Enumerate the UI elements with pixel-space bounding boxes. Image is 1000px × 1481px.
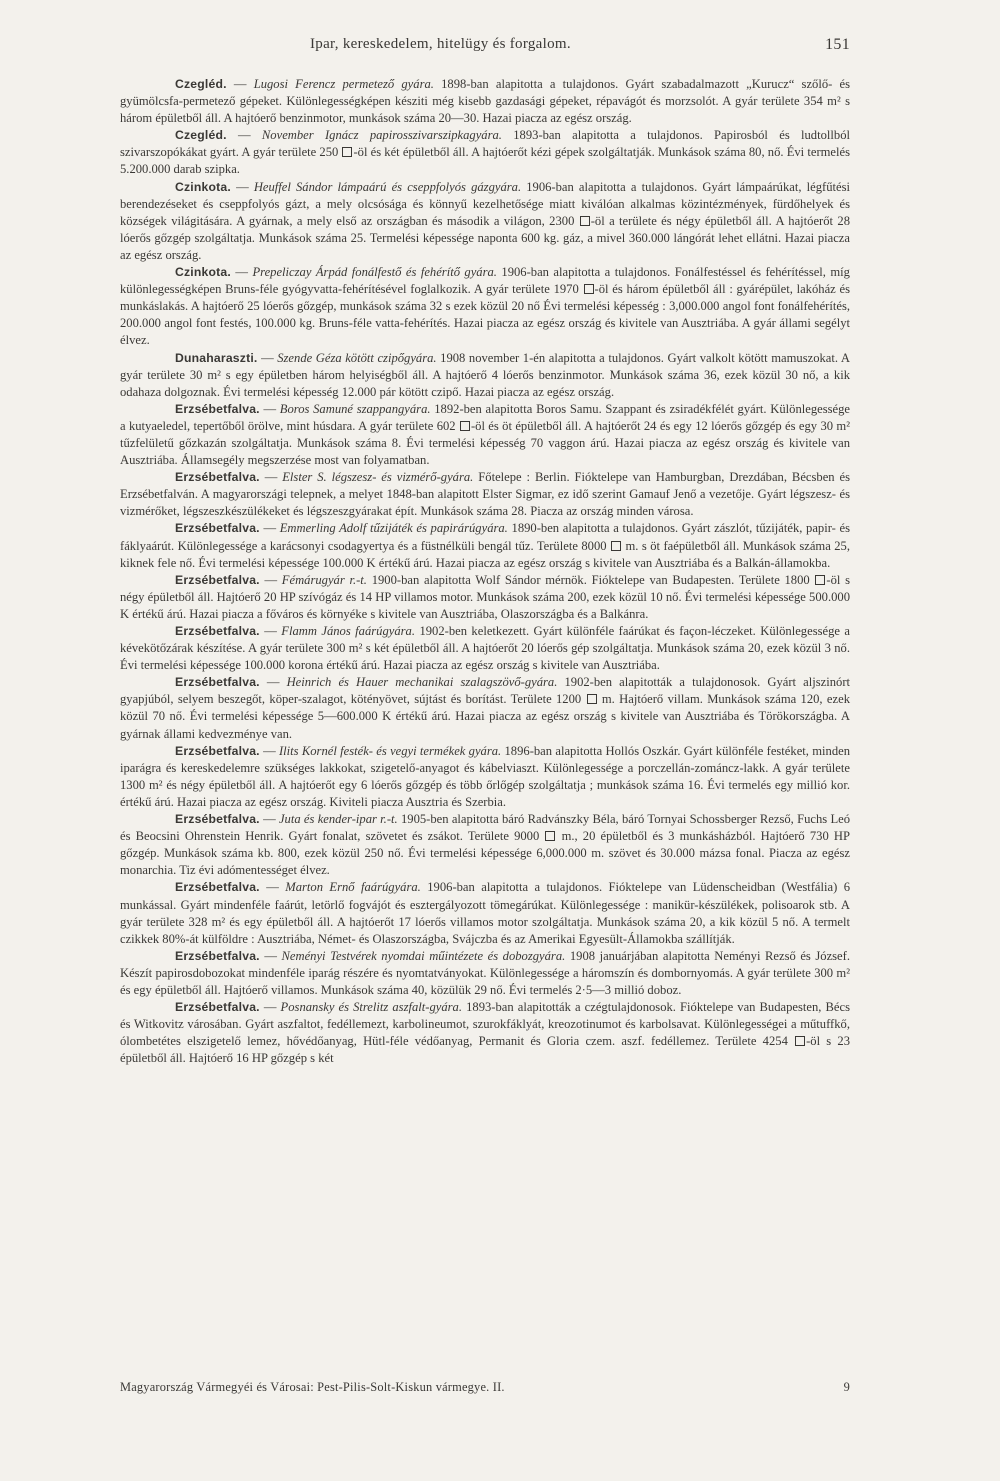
entry-paragraph: Erzsébetfalva. — Flamm János faárúgyára. 1902-ben keletkezett. Gyárt különféle faárúkat és façon-léczeket. Különlegessége a kévekötőzárak készítése. A gyár területe 300 m² s két épületből áll. A hajtóerőt 20 lóerős gép szolgáltatja. Munkások száma 20, ezek közül 3 nő. Évi termelési képessége 100.000 korona értékű árú. Hazai piacza az egész ország s kivitele van Ausztriába. (120, 624, 850, 673)
square-unit-icon (545, 831, 555, 841)
square-unit-icon (460, 421, 470, 431)
entry-paragraph: Czinkota. — Heuffel Sándor lámpaárú és cseppfolyós gázgyára. 1906-ban alapitotta a tulajdonos. Gyárt lámpaárúkat, légfűtési berendezéseket és cseppfolyós gázt, a mely olcsósága és könnyű kezelhetősége miatt kiválóan alkalmas közintézmények, fürdőhelyek és községek világitására. A gyárnak, a mely első az országban és második a világon, 2300 -öl a területe és négy épületből áll. A hajtóerőt 28 lóerős gőzgép szolgáltatja. Munkások száma 25. Termelési képessége naponta 600 kg. gáz, a mivel 360.000 lángórát lehet ellátni. Hazai piacza az egész ország. (120, 179, 850, 262)
entry-paragraph: Erzsébetfalva. — Fémárugyár r.-t. 1900-ban alapitotta Wolf Sándor mérnök. Fióktelepe van Budapesten. Területe 1800 -öl s négy épületből áll. Hajtóerő 20 HP szívógáz és 14 HP villamos motor. Munkások száma 200, ezek közül 10 nő. Évi termelési képessége 500.000 K értékű árú. Hazai piacza a főváros és környéke s kivitele van Ausztriába, Olaszországba és a Balkánra. (120, 572, 851, 621)
entry-place: Dunaharaszti. (175, 350, 258, 365)
page-number: 151 (825, 36, 850, 53)
entry-place: Erzsébetfalva. (175, 521, 260, 536)
entry-paragraph: Erzsébetfalva. — Ilits Kornél festék- és vegyi termékek gyára. 1896-ban alapitotta Hollós Oszkár. Gyárt különféle festéket, minden iparágra és kereskedelemre szükséges lakkokat, szigetelő-anyagot és kábelviaszt. Különlegessége a porczellán-zománcz-lakk. A gyár területe 1300 m² és négy épületből áll. A hajtóerőt egy 6 lóerős gőzgép és több őrlőgép szolgáltatja ; munkások száma 16. Évi termelés egy millió kor. értékű árú. Hazai piacza az egész ország. Kiviteli piacza Ausztria és Szerbia. (120, 743, 851, 809)
entry-text: 1908 januárjában alapitotta Neményi Rezső és József. Készít papirosdobozokat mindenféle iparág részére és nyomtatványokat. Különlegessége a háromszín és dombornyomás. A gyár területe 300 m² és egy épületből áll. Hajtóerő villamos. Munkások száma 40, közülük 29 nő. Évi termelés 2·5—3 millió doboz. (120, 948, 850, 997)
entry-firm: Boros Samuné szappangyára. (279, 401, 431, 416)
entry-paragraph: Czegléd. — Lugosi Ferencz permetező gyára. 1898-ban alapitotta a tulajdonos. Gyárt szabadalmazott „Kurucz“ szőlő- és gyümölcsfa-permetező gépeket. Különlegességképen késziti még kisebb gazdasági gépeket, répavágót és morzsolót. A gyár területe 354 m² s három épületből áll. A hajtóerő benzinmotor, munkások száma 20—30. Hazai piacza az egész ország. (120, 77, 851, 126)
entry-paragraph: Dunaharaszti. — Szende Géza kötött czipőgyára. 1908 november 1-én alapitotta a tulajdonos. Gyárt valkolt kötött mamuszokat. A gyár területe 30 m² s egy épületben három helyiségből áll. A hajtóerő 4 lóerős benzinmotor. Munkások száma 36, ezek közül 30 nő, a kik odahaza dolgoznak. Évi termelési képesség 12.000 pár kötött czipő. Hazai piacza az egész ország. (120, 350, 850, 399)
square-unit-icon (587, 694, 597, 704)
entry-firm: Elster S. légszesz- és vizmérő-gyára. (282, 470, 474, 485)
entry-firm: Posnansky és Strelitz aszfalt-gyára. (280, 1000, 462, 1015)
entry-paragraph: Erzsébetfalva. — Elster S. légszesz- és vizmérő-gyára. Főtelepe : Berlin. Fióktelepe van Hamburgban, Drezdában, Bécsben és Erzsébetfalván. A magyarországi telepnek, a melyet 1848-ban alapitott Elster Sigmar, ez idő szerint Gamauf Jenő a vezetője. Gyárt légszesz- és vizmérőket, légszeszkészülékeket és légszeszgyárakat épít. Munkások száma 28. Piacza az ország minden városa. (120, 470, 851, 519)
entry-firm: Lugosi Ferencz permetező gyára. (253, 77, 434, 91)
entry-text: 1896-ban alapitotta Hollós Oszkár. Gyárt különféle festéket, minden iparágra és kereskedelemre szükséges lakkokat, szigetelő-anyagot és kábelviaszt. Különlegessége a porczellán-zománcz-lakk. A gyár területe 1300 m² és négy épületből áll. A hajtóerőt egy 6 lóerős gőzgép és több őrlőgép szolgáltatja ; munkások száma 16. Évi termelés egy millió kor. értékű árú. Hazai piacza az egész ország. Kiviteli piacza Ausztria és Szerbia. (120, 743, 851, 809)
entry-firm: Ilits Kornél festék- és vegyi termékek gyára. (278, 743, 502, 758)
square-unit-icon (815, 575, 825, 585)
entry-place: Czinkota. (175, 265, 231, 280)
entry-paragraph: Erzsébetfalva. — Posnansky és Strelitz aszfalt-gyára. 1893-ban alapitották a czégtulajdonosok. Fióktelepe van Budapesten, Bécs és Witkovitz városában. Gyárt aszfaltot, fedéllemezt, karbolineumot, szurokfáklyát, kreozotinumot és karbolsavat. Különlegességei a műtuffkő, ólombetétes elszigetelő lemez, hővédőanyag, Hütl-féle védőanyag, Permanit és Gloria czem. aszf. fedéllemez. Területe 4254 -öl s 23 épületből áll. Hajtóerő 16 HP gőzgép s két (120, 1000, 851, 1066)
entry-text: 1905-ben alapitotta báró Radvánszky Béla, báró Tornyai Schossberger Rezső, Fuchs Leó és Beocsini Ohrenstein Henrik. Gyárt fonalat, szövetet és zsákot. Területe 9000 m., 20 épületből és 3 munkásházból. Hajtóerő 730 HP gőzgép. Munkások száma kb. 800, ezek közül 250 nő. Évi termelési képessége 6,000.000 m. szövet és 30.000 mázsa fonal. Piacza az egész monarchia. Tiz évi adómentességet élvez. (120, 812, 851, 878)
entry-firm: Heinrich és Hauer mechanikai szalagszövő-gyára. (286, 675, 558, 690)
entry-place: Czegléd. (175, 77, 227, 91)
entry-place: Erzsébetfalva. (175, 572, 260, 587)
entry-paragraph: Erzsébetfalva. — Heinrich és Hauer mechanikai szalagszövő-gyára. 1902-ben alapitották a tulajdonosok. Gyárt aljszinórt gyapjúból, selyem beszegőt, köper-szalagot, kötényövet, sújtást és borítást. Területe 1200 m. Hajtóerő villam. Munkások száma 120, ezek közül 70 nő. Évi termelési képessége 5—600.000 K értékű árú. Hazai piacza az egész ország s kivitele van Ausztriába és Törökországba. A gyárnak állami kedvezménye van. (120, 675, 851, 741)
entry-firm: Emmerling Adolf tűzijáték és papirárúgyára. (279, 521, 508, 536)
entry-place: Erzsébetfalva. (175, 812, 260, 827)
entry-firm: November Ignácz papirosszivarszipkagyára. (261, 128, 502, 143)
signature-mark: 9 (843, 1380, 850, 1394)
entry-place: Erzsébetfalva. (175, 880, 260, 895)
entry-text: 1893-ban alapitotta a tulajdonos. Papirosból és ludtollból szivarszopókákat gyárt. A gyár területe 250 -öl és két épületből áll. A hajtóerőt kézi gépek szolgáltatják. Munkások száma 80, nő. Évi termelés 5.200.000 darab szipka. (120, 128, 851, 177)
entry-paragraph: Erzsébetfalva. — Neményi Testvérek nyomdai műintézete és dobozgyára. 1908 januárjában alapitotta Neményi Rezső és József. Készít papirosdobozokat mindenféle iparág részére és nyomtatványokat. Különlegessége a háromszín és dombornyomás. A gyár területe 300 m² és egy épületből áll. Hajtóerő villamos. Munkások száma 40, közülük 29 nő. Évi termelés 2·5—3 millió doboz. (120, 948, 850, 997)
square-unit-icon (795, 1036, 805, 1046)
entry-text: 1906-ban alapitotta a tulajdonos. Fonálfestéssel és fehérítéssel, míg különlegességképen Bruns-féle gyógyvatta-fehérítésével foglalkozik. A gyár területe 1970 -öl és három épületből áll : gyárépület, lakóház és munkáslakás. A hajtóerő 25 lóerős gőzgép, munkások száma 32 s ezek közül 20 nő Évi termelési képesség : 3,000.000 angol font fonálfehérítés, 200.000 angol font festés, 100.000 kg. Bruns-féle vatta-fehérítés. Hazai piacza az egész ország és kivitele van Ausztriába. A gyár állami segélyt élvez. (120, 265, 850, 348)
entry-place: Erzsébetfalva. (175, 1000, 260, 1015)
entry-paragraph: Erzsébetfalva. — Juta és kender-ipar r.-t. 1905-ben alapitotta báró Radvánszky Béla, báró Tornyai Schossberger Rezső, Fuchs Leó és Beocsini Ohrenstein Henrik. Gyárt fonalat, szövetet és zsákot. Területe 9000 m., 20 épületből és 3 munkásházból. Hajtóerő 730 HP gőzgép. Munkások száma kb. 800, ezek közül 250 nő. Évi termelési képessége 6,000.000 m. szövet és 30.000 mázsa fonal. Piacza az egész monarchia. Tiz évi adómentességet élvez. (120, 812, 851, 878)
square-unit-icon (584, 284, 594, 294)
entry-text: 1892-ben alapitotta Boros Samu. Szappant és zsiradékfélét gyárt. Különlegessége a kutyaeledel, tepertőből örölve, mint húsdara. A gyár területe 602 -öl és öt épületből áll. A hajtóerőt 24 és egy 12 lóerős gőzgép és egy 30 m² tűzfelületű gőzkazán szolgáltatja. Munkások száma 8. Évi termelési képesség 70 vaggon árú. Hazai piacza az egész ország és kivitele van Ausztriába. Államsegély megszerzése most van folyamatban. (120, 401, 851, 468)
entry-paragraph: Czinkota. — Prepeliczay Árpád fonálfestő és fehérítő gyára. 1906-ban alapitotta a tulajdonos. Fonálfestéssel és fehérítéssel, míg különlegességképen Bruns-féle gyógyvatta-fehérítésével foglalkozik. A gyár területe 1970 -öl és három épületből áll : gyárépület, lakóház és munkáslakás. A hajtóerő 25 lóerős gőzgép, munkások száma 32 s ezek közül 20 nő Évi termelési képesség : 3,000.000 angol font fonálfehérítés, 200.000 angol font festés, 100.000 kg. Bruns-féle vatta-fehérítés. Hazai piacza az egész ország és kivitele van Ausztriába. A gyár állami segélyt élvez. (120, 265, 850, 348)
entry-text: 1906-ban alapitotta a tulajdonos. Fióktelepe van Lüdenscheidban (Westfália) 6 munkással. Gyárt mindenféle faárút, letörlő fogvájót és esztergályozott tömegárúkat. Különlegessége : manikür-készülékek, polisoarok stb. A gyár területe 328 m² és egy épületből áll. A hajtóerőt 17 lóerős villamos motor szolgáltatja. Munkások száma 20, a kik közül 5 nő. A termelt czikkek 80%-át külföldre : Ausztriába, Német- és Olaszországba, Svájczba és az Amerikai Egyesült-Államokba szállítják. (120, 880, 850, 946)
entry-place: Erzsébetfalva. (175, 948, 260, 963)
entry-place: Erzsébetfalva. (175, 401, 260, 416)
entry-firm: Szende Géza kötött czipőgyára. (277, 350, 437, 365)
entry-place: Erzsébetfalva. (175, 624, 260, 638)
header-title: Ipar, kereskedelem, hitelügy és forgalom. (310, 36, 571, 52)
entry-text: 1902-ben alapitották a tulajdonosok. Gyárt aljszinórt gyapjúból, selyem beszegőt, köper-szalagot, kötényövet, sújtást és borítást. Területe 1200 m. Hajtóerő villam. Munkások száma 120, ezek közül 70 nő. Évi termelési képessége 5—600.000 K értékű árú. Hazai piacza az egész ország s kivitele van Ausztriába és Törökországba. A gyárnak állami kedvezménye van. (120, 675, 851, 741)
entry-place: Erzsébetfalva. (175, 675, 260, 690)
entry-paragraph: Czegléd. — November Ignácz papirosszivarszipkagyára. 1893-ban alapitotta a tulajdonos. Papirosból és ludtollból szivarszopókákat gyárt. A gyár területe 250 -öl és két épületből áll. A hajtóerőt kézi gépek szolgáltatják. Munkások száma 80, nő. Évi termelés 5.200.000 darab szipka. (120, 128, 851, 177)
entry-place: Czinkota. (175, 179, 231, 194)
entry-text: 1893-ban alapitották a czégtulajdonosok. Fióktelepe van Budapesten, Bécs és Witkovitz városában. Gyárt aszfaltot, fedéllemezt, karbolineumot, szurokfáklyát, kreozotinumot és karbolsavat. Különlegességei a műtuffkő, ólombetétes elszigetelő lemez, hővédőanyag, Hütl-féle védőanyag, Permanit és Gloria czem. aszf. fedéllemez. Területe 4254 -öl s 23 épületből áll. Hajtóerő 16 HP gőzgép s két (120, 1000, 851, 1066)
entry-paragraph: Erzsébetfalva. — Emmerling Adolf tűzijáték és papirárúgyára. 1890-ben alapitotta a tulajdonos. Gyárt zászlót, tűzijáték, papir- és fáklyaárút. Különlegessége a karácsonyi csodagyertya és a füstnélküli bengál tűz. Területe 8000 m. s öt faépületből áll. Munkások száma 25, kiknek fele nő. Évi termelési képessége 100.000 K értékű árú. Hazai piacza az egész ország s kivitele van Ausztriába és a Balkán-államokba. (120, 521, 851, 570)
entry-firm: Heuffel Sándor lámpaárú és cseppfolyós gázgyára. (253, 179, 522, 194)
page-footer (120, 1380, 850, 1400)
footer-text: Magyarország Vármegyéi és Városai: Pest-Pilis-Solt-Kiskun vármegye. II. (120, 1380, 505, 1394)
entry-text: 1890-ben alapitotta a tulajdonos. Gyárt zászlót, tűzijáték, papir- és fáklyaárút. Különlegessége a karácsonyi csodagyertya és a füstnélküli bengál tűz. Területe 8000 m. s öt faépületből áll. Munkások száma 25, kiknek fele nő. Évi termelési képessége 100.000 K értékű árú. Hazai piacza az egész ország s kivitele van Ausztriába és a Balkán-államokba. (120, 521, 851, 570)
entry-firm: Marton Ernő faárúgyára. (285, 880, 421, 895)
entry-paragraph: Erzsébetfalva. — Boros Samuné szappangyára. 1892-ben alapitotta Boros Samu. Szappant és zsiradékfélét gyárt. Különlegessége a kutyaeledel, tepertőből örölve, mint húsdara. A gyár területe 602 -öl és öt épületből áll. A hajtóerőt 24 és egy 12 lóerős gőzgép és egy 30 m² tűzfelületű gőzkazán szolgáltatja. Munkások száma 8. Évi termelési képesség 70 vaggon árú. Hazai piacza az egész ország és kivitele van Ausztriába. Államsegély megszerzése most van folyamatban. (120, 401, 851, 468)
entry-text: 1908 november 1-én alapitotta a tulajdonos. Gyárt valkolt kötött mamuszokat. A gyár területe 30 m² s egy épületben három helyiségből áll. A hajtóerő 4 lóerős benzinmotor. Munkások száma 36, ezek közül 30 nő, a kik odahaza dolgoznak. Évi termelési képesség 12.000 pár kötött czipő. Hazai piacza az egész ország. (120, 350, 850, 399)
entry-firm: Prepeliczay Árpád fonálfestő és fehérítő gyára. (252, 265, 497, 280)
entry-paragraph: Erzsébetfalva. — Marton Ernő faárúgyára. 1906-ban alapitotta a tulajdonos. Fióktelepe van Lüdenscheidban (Westfália) 6 munkással. Gyárt mindenféle faárút, letörlő fogvájót és esztergályozott tömegárúkat. Különlegessége : manikür-készülékek, polisoarok stb. A gyár területe 328 m² és egy épületből áll. A hajtóerőt 17 lóerős villamos motor szolgáltatja. Munkások száma 20, a kik közül 5 nő. A termelt czikkek 80%-át külföldre : Ausztriába, Német- és Olaszországba, Svájczba és az Amerikai Egyesült-Államokba szállítják. (120, 880, 850, 946)
entry-firm: Flamm János faárúgyára. (281, 624, 415, 638)
entry-text: 1900-ban alapitotta Wolf Sándor mérnök. Fióktelepe van Budapesten. Területe 1800 -öl s négy épületből áll. Hajtóerő 20 HP szívógáz és 14 HP villamos motor. Munkások száma 200, ezek közül 10 nő. Évi termelési képessége 500.000 K értékű árú. Hazai piacza a főváros és környéke s kivitele van Ausztriába, Olaszországba és a Balkánra. (120, 572, 851, 621)
entry-text: Főtelepe : Berlin. Fióktelepe van Hamburgban, Drezdában, Bécsben és Erzsébetfalván. A magyarországi telepnek, a melyet 1848-ban alapitott Elster Sigmar, ez idő szerint Gamauf Jenő a vezetője. Gyárt légszesz- és vizmérőket, légszeszkészülékeket és légszeszgyárakat épít. Munkások száma 28. Piacza az ország minden városa. (120, 470, 851, 519)
entry-firm: Juta és kender-ipar r.-t. (278, 812, 398, 827)
entry-place: Czegléd. (175, 128, 227, 143)
entry-place: Erzsébetfalva. (175, 743, 260, 758)
entry-place: Erzsébetfalva. (175, 470, 260, 485)
running-header (120, 36, 850, 60)
entry-firm: Neményi Testvérek nyomdai műintézete és dobozgyára. (281, 948, 566, 963)
entry-text: 1902-ben keletkezett. Gyárt különféle faárúkat és façon-léczeket. Különlegessége a kévekötőzárak készítése. A gyár területe 300 m² s két épületből áll. A hajtóerőt 20 lóerős gép szolgáltatja. Munkások száma 20, ezek közül 3 nő. Évi termelési képessége 100.000 korona értékű árú. Hazai piacza az egész ország s kivitele van Ausztriába. (120, 624, 850, 673)
square-unit-icon (611, 541, 621, 551)
square-unit-icon (342, 147, 352, 157)
square-unit-icon (580, 216, 590, 226)
entry-text: 1906-ban alapitotta a tulajdonos. Gyárt lámpaárúkat, légfűtési berendezéseket és cseppfolyós gázt, a mely olcsósága és könnyű kezelhetősége miatt kiválóan alkalmas közintézmények, fürdőhelyek és községek világitására. A gyárnak, a mely első az országban és második a világon, 2300 -öl a területe és négy épületből áll. A hajtóerőt 28 lóerős gőzgép szolgáltatja. Munkások száma 25. Termelési képessége naponta 600 kg. gáz, a mivel 360.000 lángórát lehet ellátni. Hazai piacza az egész ország. (120, 179, 850, 262)
entry-firm: Fémárugyár r.-t. (281, 572, 367, 587)
entry-text: 1898-ban alapitotta a tulajdonos. Gyárt szabadalmazott „Kurucz“ szőlő- és gyümölcsfa-permetező gépeket. Különlegességképen késziti még kisebb gazdasági gépeket, répavágót és morzsolót. A gyár területe 354 m² s három épületből áll. A hajtóerő benzinmotor, munkások száma 20—30. Hazai piacza az egész ország. (120, 77, 851, 126)
text-body (120, 76, 850, 1067)
